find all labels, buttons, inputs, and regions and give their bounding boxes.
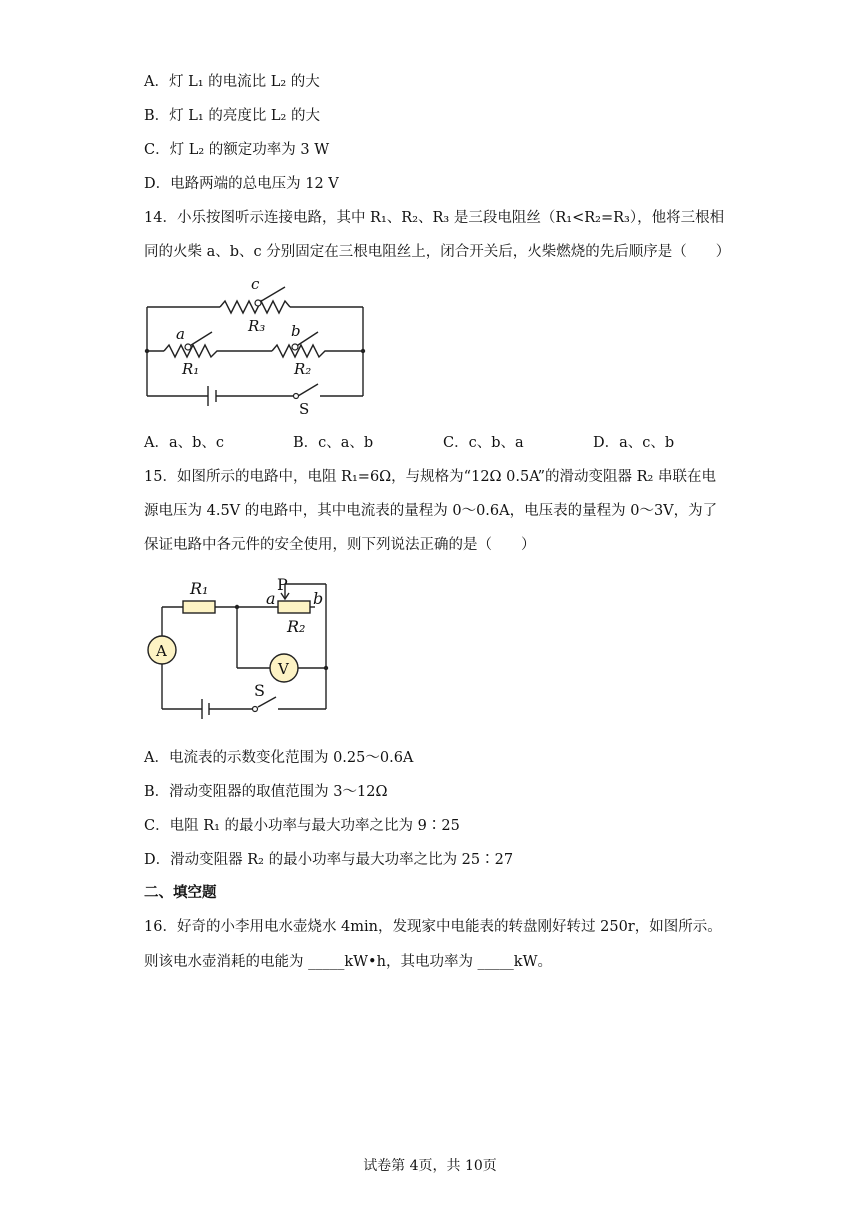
q15-label-p: P <box>277 575 288 594</box>
q15-option-a: A．电流表的示数变化范围为 0.25～0.6A <box>144 750 414 766</box>
q14-label-c: c <box>251 275 260 293</box>
q15-option-d: D．滑动变阻器 R₂ 的最小功率与最大功率之比为 25∶27 <box>144 852 514 868</box>
q14-circuit-figure <box>140 272 380 422</box>
q15-stem-line1: 15．如图所示的电路中，电阻 R₁=6Ω，与规格为“12Ω 0.5A”的滑动变阻器 R₂ 串联在电 <box>144 469 716 485</box>
q13-option-a: A．灯 L₁ 的电流比 L₂ 的大 <box>144 74 320 90</box>
q15-circuit-figure <box>145 572 345 732</box>
q13-option-c: C．灯 L₂ 的额定功率为 3 W <box>144 142 330 158</box>
q15-label-b: b <box>313 589 324 608</box>
q14-label-b: b <box>291 322 301 340</box>
q14-option-c: C．c、b、a <box>443 435 524 451</box>
q16-line1: 16．好奇的小李用电水壶烧水 4min，发现家中电能表的转盘刚好转过 250r，如图所示。 <box>144 919 722 935</box>
q15-stem-line2: 源电压为 4.5V 的电路中，其中电流表的量程为 0～0.6A，电压表的量程为 0～3V，为了 <box>144 503 718 519</box>
q15-option-b: B．滑动变阻器的取值范围为 3～12Ω <box>144 784 388 800</box>
q13-option-b: B．灯 L₁ 的亮度比 L₂ 的大 <box>144 108 320 124</box>
q14-label-r1: R₁ <box>182 360 200 378</box>
q14-stem-line1: 14．小乐按图听示连接电路，其中 R₁、R₂、R₃ 是三段电阻丝（R₁<R₂=R₃），他将三根相 <box>144 210 725 226</box>
q14-stem-line2: 同的火柴 a、b、c 分别固定在三根电阻丝上，闭合开关后，火柴燃烧的先后顺序是（ ） <box>144 244 731 260</box>
q14-option-b: B．c、a、b <box>293 435 374 451</box>
q15-label-s: S <box>254 681 265 700</box>
q15-ammeter-label: A <box>156 642 167 660</box>
section-title-fill-in: 二、填空题 <box>144 884 217 901</box>
q15-option-c: C．电阻 R₁ 的最小功率与最大功率之比为 9∶25 <box>144 818 460 834</box>
q14-option-a: A．a、b、c <box>144 435 225 451</box>
q14-label-r2: R₂ <box>294 360 312 378</box>
q14-label-r3: R₃ <box>248 317 266 335</box>
q15-label-a: a <box>266 589 276 608</box>
q15-stem-line3: 保证电路中各元件的安全使用，则下列说法正确的是（ ） <box>144 537 536 553</box>
q15-voltmeter-label: V <box>278 660 289 678</box>
q14-option-d: D．a、c、b <box>593 435 675 451</box>
q13-option-d: D．电路两端的总电压为 12 V <box>144 176 339 192</box>
page-footer: 试卷第 4页，共 10页 <box>363 1158 497 1174</box>
q14-label-s: S <box>299 400 310 418</box>
q14-label-a: a <box>176 325 185 343</box>
q15-label-r2: R₂ <box>287 617 306 636</box>
q15-label-r1: R₁ <box>190 579 209 598</box>
q16-line2: 则该电水壶消耗的电能为 _____kW•h，其电功率为 _____kW。 <box>144 954 552 970</box>
